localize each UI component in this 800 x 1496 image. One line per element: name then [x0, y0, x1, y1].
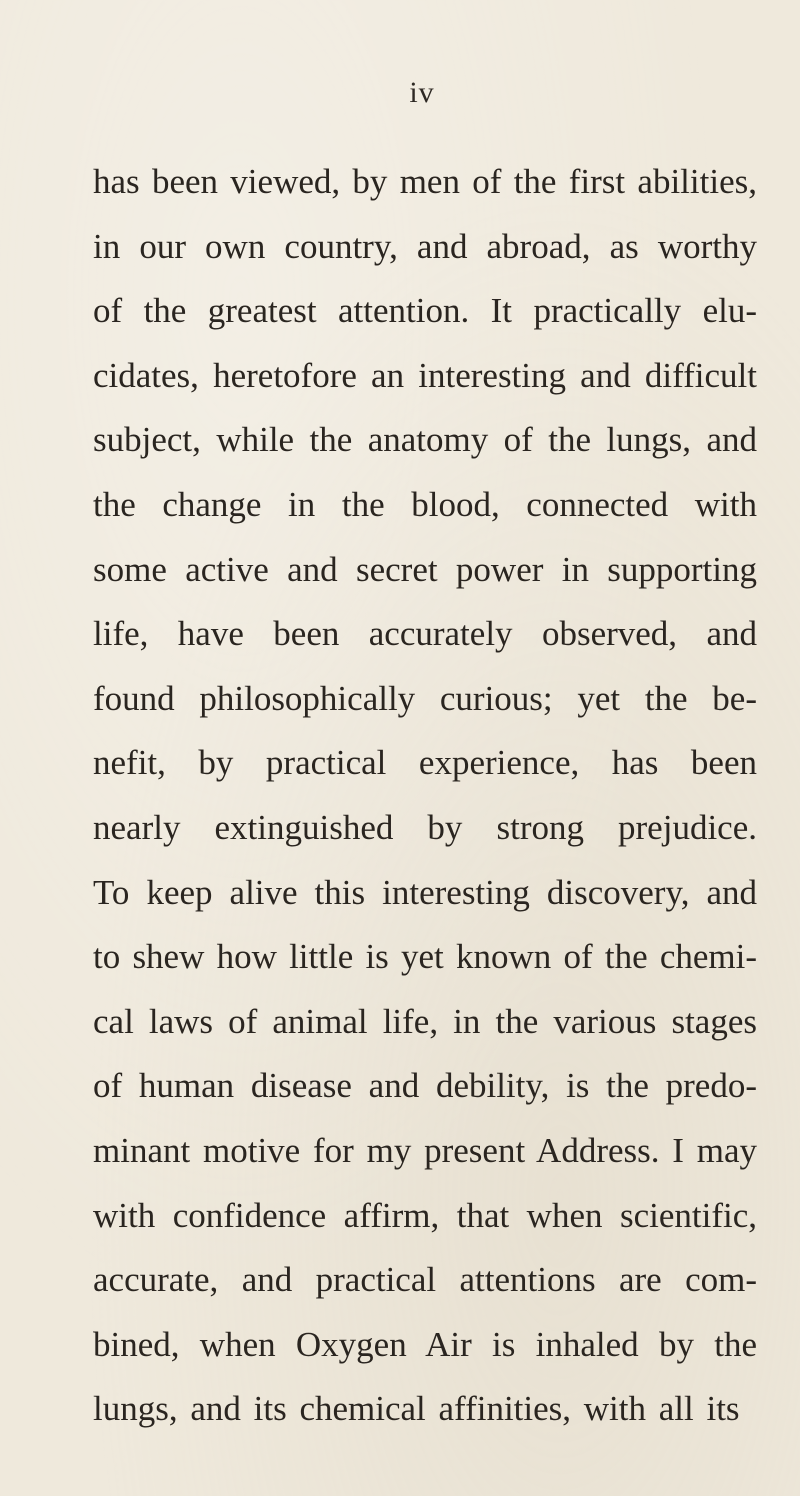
text-line: of the greatest attention. It practically elu-	[93, 291, 757, 331]
body-text	[93, 150, 757, 1442]
text-line: nefit, by practical experience, has been	[93, 743, 757, 783]
text-line: accurate, and practical attentions are com-	[93, 1260, 757, 1300]
text-line: cidates, heretofore an interesting and difficult	[93, 355, 757, 395]
text-line: life, have been accurately observed, and	[93, 614, 757, 654]
text-line: the change in the blood, connected with	[93, 484, 757, 524]
text-line: of human disease and debility, is the predo-	[93, 1066, 757, 1106]
text-line: found philosophically curious; yet the be-	[93, 678, 757, 718]
text-line: cal laws of animal life, in the various stages	[93, 1001, 757, 1041]
text-line: To keep alive this interesting discovery, and	[93, 872, 757, 912]
text-line: some active and secret power in supporting	[93, 549, 757, 589]
text-line: nearly extinguished by strong prejudice.	[93, 807, 757, 847]
text-line: has been viewed, by men of the first abilities,	[93, 162, 757, 201]
page-number: iv	[409, 76, 435, 109]
text-line: with confidence affirm, that when scientific,	[93, 1195, 757, 1235]
text-line: subject, while the anatomy of the lungs, and	[93, 420, 757, 460]
text-line: lungs, and its chemical affinities, with all its	[93, 1389, 740, 1429]
text-line: in our own country, and abroad, as worthy	[93, 226, 757, 266]
text-line: bined, when Oxygen Air is inhaled by the	[93, 1324, 757, 1364]
text-line: to shew how little is yet known of the chemi-	[93, 937, 757, 977]
text-line: minant motive for my present Address. I may	[93, 1130, 757, 1170]
